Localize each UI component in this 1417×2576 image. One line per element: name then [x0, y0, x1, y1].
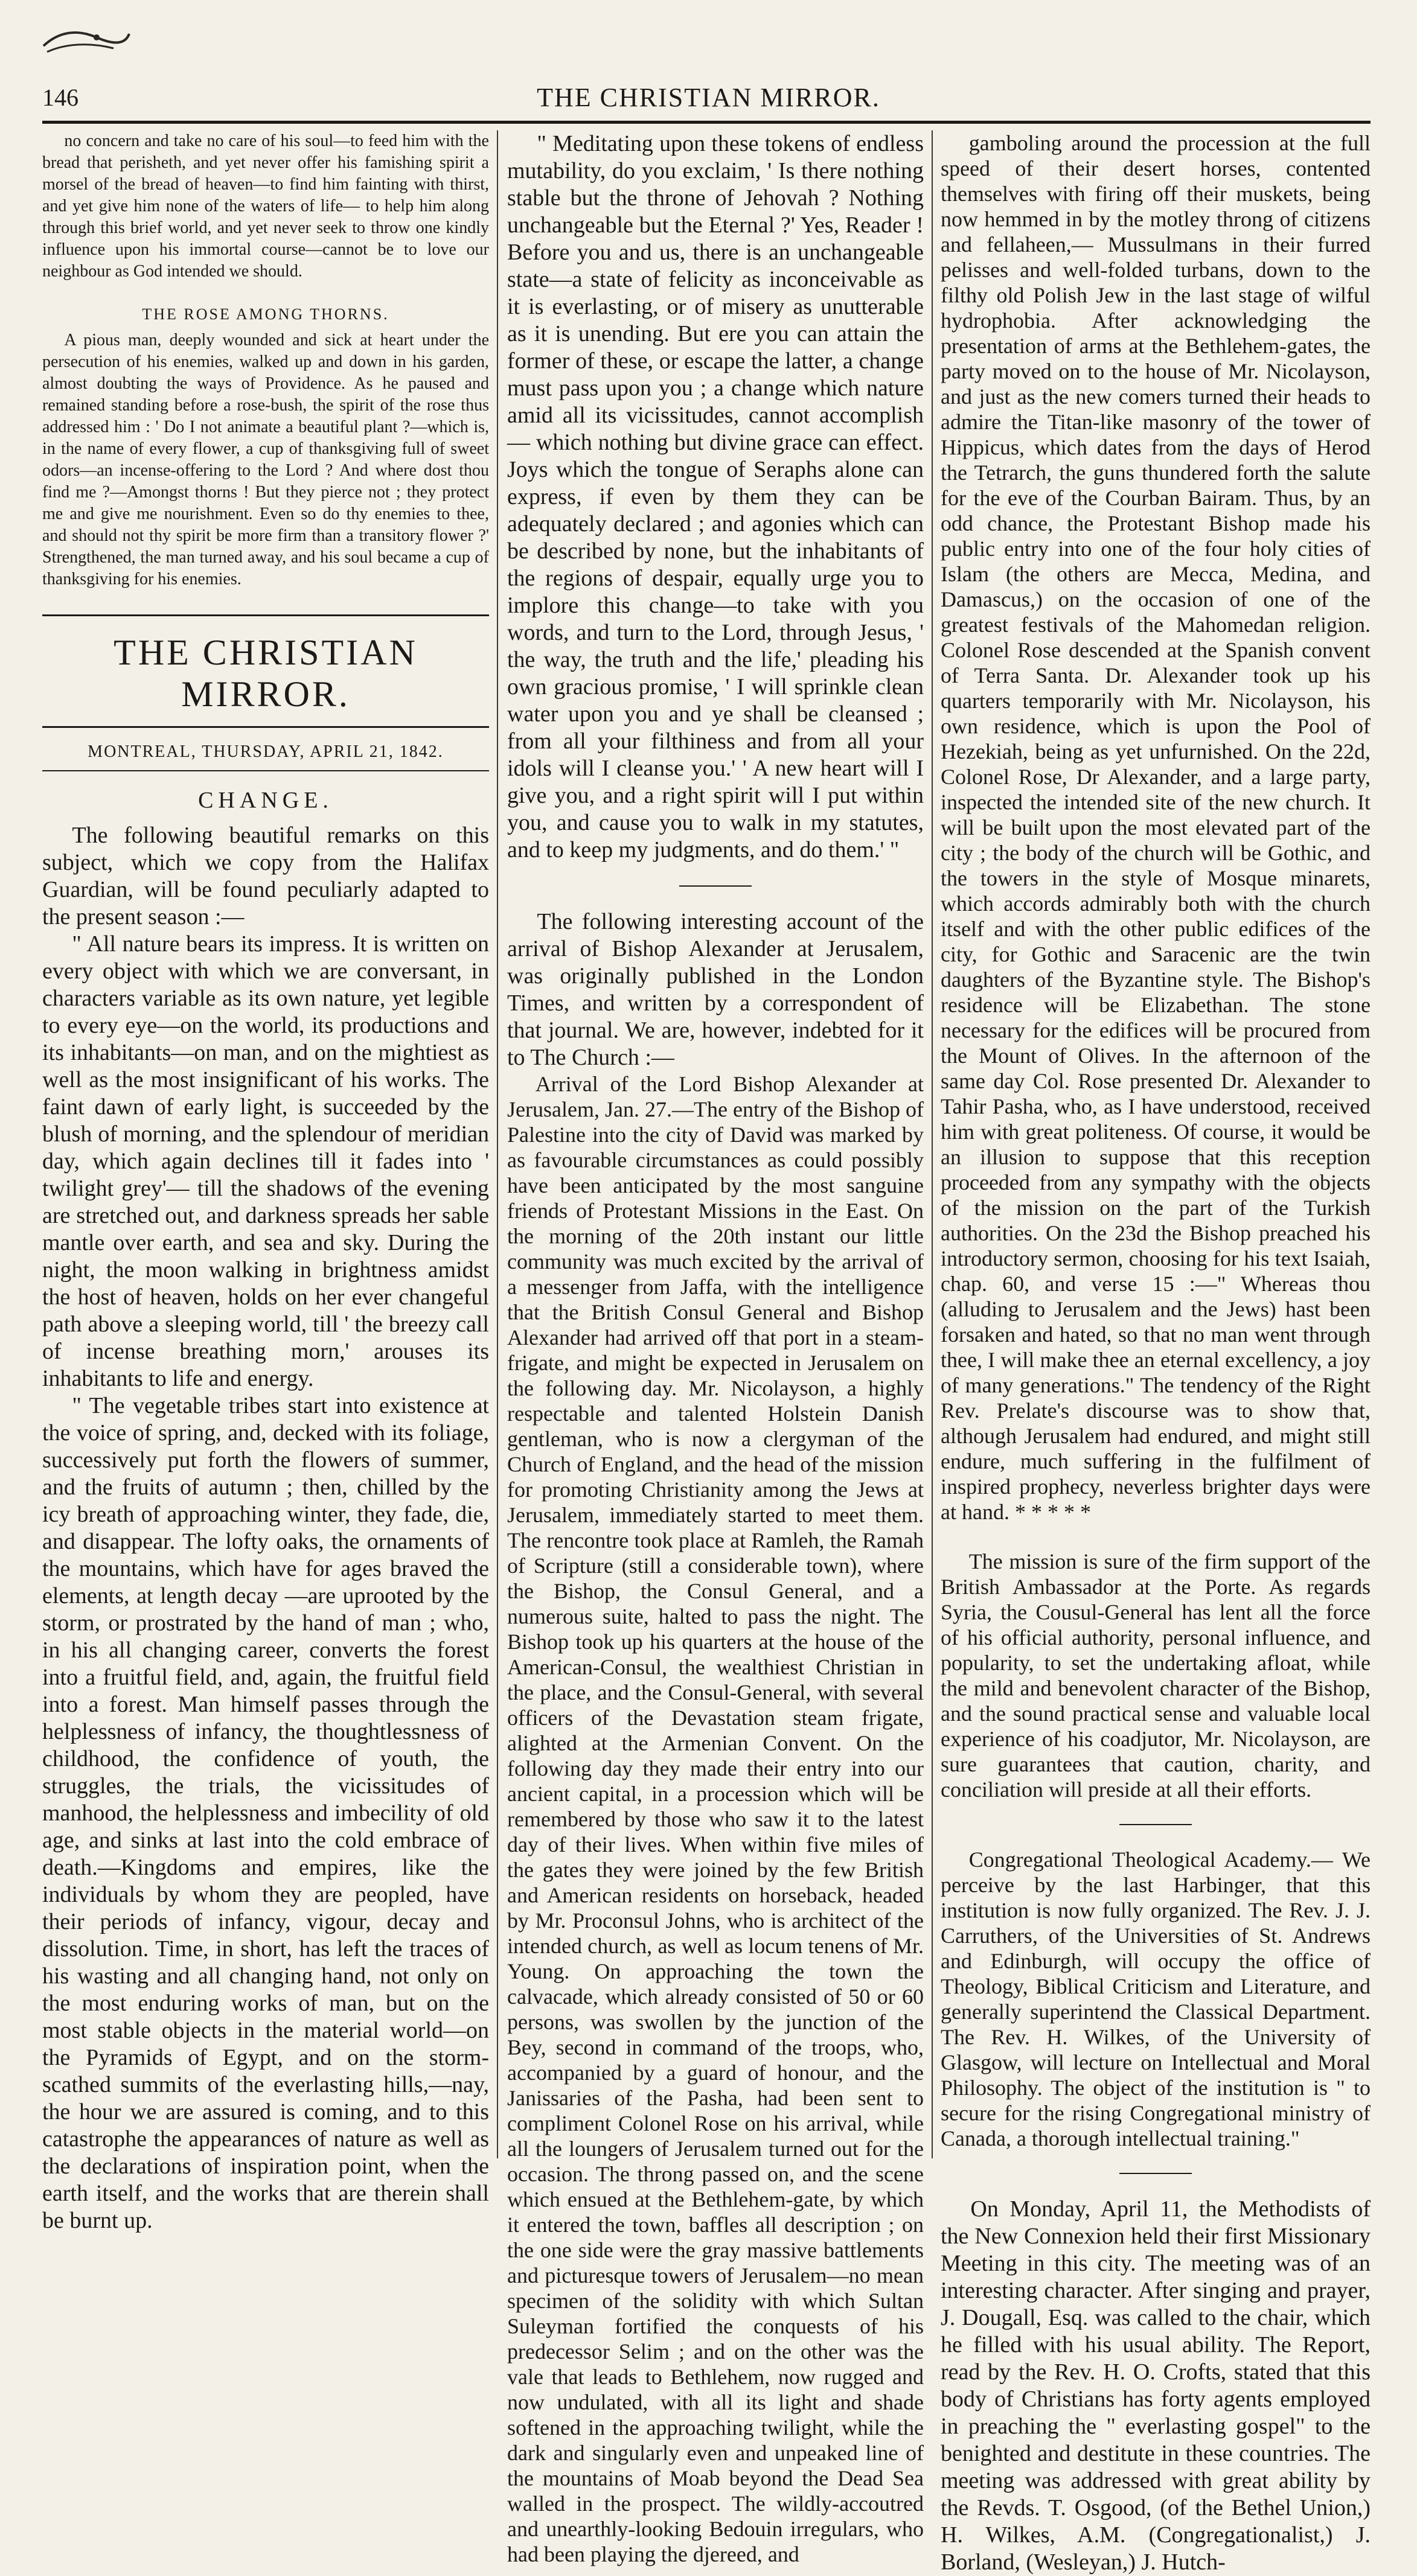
column-3	[941, 130, 1371, 2575]
change-heading: CHANGE.	[198, 788, 333, 813]
running-title: THE CHRISTIAN MIRROR.	[537, 83, 880, 112]
column-divider	[497, 130, 498, 2158]
meditation-paragraph: " Meditating upon these tokens of endless mutability, do you exclaim, ' Is there nothing stable but the throne of Jehovah ? Nothing unchangeable but the Eternal ?' Yes, Reader ! Before you and us, there is an unchangeable state—a state of felicity as inconceivable as it is everlasting, or of misery as unutterable as it is unending. But ere you can attain the former of these, or escape the latter, a change must pass upon you ; a change which nature amid all its vicissitudes, cannot accomplish— which nothing but divine grace can effect. Joys which the tongue of Seraphs alone can express, if even by them they can be adequately declared ; and agonies which can be described by none, but the inhabitants of the regions of despair, equally urge you to implore this change—to take with you words, and turn to the Lord, through Jesus, ' the way, the truth and the life,' pleading his own gracious promise, ' I will sprinkle clean water upon you and ye shall be cleansed ; from all your filthiness and from all your idols will I cleanse you.' ' A new heart will I give you, and a right spirit will I put within you, and cause you to walk in my statutes, and to keep my judgments, and do them.' "	[507, 131, 924, 862]
bishop-article: Arrival of the Lord Bishop Alexander at Jerusalem, Jan. 27.—The entry of the Bishop of Palestine into the city of David was marked by as favourable circumstances as could possibly have been anticipated by the most sanguine friends of Protestant Missions in the East. On the morning of the 20th instant our little community was much excited by the arrival of a messenger from Jaffa, with the intelligence that the British Consul General and Bishop Alexander had arrived off that port in a steam-frigate, and might be expected in Jerusalem on the following day. Mr. Nicolayson, a highly respectable and talented Holstein Danish gentleman, who is now a clergyman of the Church of England, and the head of the mission for promoting Christianity among the Jews at Jerusalem, immediately started to meet them. The rencontre took place at Ramleh, the Ramah of Scripture (still a considerable town), where the Bishop, the Consul General, and a numerous suite, halted to pass the night. The Bishop took up his quarters at the house of the American-Consul, the wealthiest Christian in the place, and the Consul-General, with several officers of the Devastation steam frigate, alighted at the Armenian Convent. On the following day they made their entry into our ancient capital, in a procession which will be remembered by those who saw it to the latest day of their lives. When within five miles of the gates they were joined by the few British and American residents on horseback, headed by Mr. Proconsul Johns, who is architect of the intended church, as well as locum tenens of Mr. Young. On approaching the town the calvacade, which already consisted of 50 or 60 persons, was swollen by the junction of the Bey, second in command of the troops, who, accompanied by a guard of honour, and the Janissaries of the Pasha, had been sent to compliment Colonel Rose on his arrival, while all the loungers of Jerusalem turned out for the occasion. The throng passed on, and the scene which ensued at the Bethlehem-gate, by which it entered the town, baffles all description ; on the one side were the gray massive battlements and picturesque towers of Jerusalem—no mean specimen of the solidity with which Sultan Suleyman fortified the conquests of his predecessor Selim ; and on the other was the vale that leads to Bethlehem, now rugged and now undulated, with all its light and shade softened in the approaching twilight, while the dark and singularly even and unpeaked line of the mountains of Moab beyond the Dead Sea walled in the prospect. The wildly-accoutred and unearthly-looking Bedouin irregulars, who had been playing the djereed, and	[507, 1072, 924, 2566]
section-rule	[1119, 2173, 1192, 2174]
mission-paragraph: The mission is sure of the firm support of the British Ambassador at the Porte. As regards Syria, the Cousul-General has lent all the force of his official authority, personal influence, and popularity, to set the undertaking afloat, while the mild and benevolent character of the Bishop, and the sound practical sense and valuable local experience of his coadjutor, Mr. Nicolayson, are sure guarantees that caution, charity, and conciliation will preside at all their efforts.	[941, 1549, 1371, 1802]
continued-paragraph: no concern and take no care of his soul—to feed him with the bread that perisheth, and yet never offer his famishing spirit a morsel of the bread of heaven—to find him fainting with thirst, and yet give him none of the waters of life— to help him along through this brief world, and yet never seek to throw one kindly influence upon his immortal course—cannot be to love our neighbour as God intended we should.	[42, 132, 489, 281]
bishop-intro: The following interesting account of the arrival of Bishop Alexander at Jerusalem, was originally published in the London Times, and written by a correspondent of that journal. We are, however, indebted for it to The Church :—	[507, 909, 924, 1070]
page-number: 146	[42, 84, 78, 111]
dateline: MONTREAL, THURSDAY, APRIL 21, 1842.	[88, 742, 444, 761]
masthead: THE CHRISTIAN MIRROR.	[42, 614, 489, 728]
rose-heading: THE ROSE AMONG THORNS.	[142, 305, 389, 323]
flourish-ornament-icon	[41, 25, 132, 59]
header-rule	[42, 121, 1371, 124]
change-paragraph-2: " The vegetable tribes start into existence at the voice of spring, and, decked with its foliage, successively put forth the flowers of summer, and the fruits of autumn ; then, chilled by the icy breath of approaching winter, they fade, die, and disappear. The lofty oaks, the ornaments of the mountains, which have for ages braved the elements, at length decay —are uprooted by the storm, or prostrated by the hand of man ; who, in his all changing career, converts the forest into a fruitful field, and, again, the fruitful field into a forest. Man himself passes through the helplessness of infancy, the thoughtlessness of childhood, the confidence of youth, the struggles, the trials, the vicissitudes of manhood, the helplessness and imbecility of old age, and sinks at last into the cold embrace of death.—Kingdoms and empires, like the individuals by whom they are peopled, have their periods of infancy, vigour, decay and dissolution. Time, in short, has left the traces of his wasting and all changing hand, not only on the most enduring works of man, but on the most stable objects in the material world—on the Pyramids of Egypt, and on the storm-scathed summits of the everlasting hills,—nay, the hour we are assured is coming, and to this catastrophe the appearances of nature as well as the declarations of inspiration point, when the earth itself, and the works that are therein shall be burnt up.	[42, 1393, 489, 2233]
methodist-paragraph: On Monday, April 11, the Methodists of the New Connexion held their first Missionary Meeting in this city. The meeting was of an interesting character. After singing and prayer, J. Dougall, Esq. was called to the chair, which he filled with his usual ability. The Report, read by the Rev. H. O. Crofts, stated that this body of Christians has forty agents employed in preaching the " everlasting gospel" to the benighted and destitute in these countries. The meeting was addressed with great ability by the Revds. T. Osgood, (of the Bethel Union,) H. Wilkes, A.M. (Congregationalist,) J. Borland, (Wesleyan,) J. Hutch-	[941, 2196, 1371, 2575]
change-paragraph-1: " All nature bears its impress. It is written on every object with which we are conversant, in characters variable as its own nature, yet legible to every eye—on the world, its productions and its inhabitants—on man, and on the mightiest as well as the most insignificant of his works. The faint dawn of early light, is succeeded by the blush of morning, and the splendour of meridian day, which again declines till it fades into ' twilight grey'— till the shadows of the evening are stretched out, and darkness spreads her sable mantle over earth, and sea and sky. During the night, the moon walking in brightness amidst the host of heaven, holds on her ever changeful path above a sleeping world, till ' the breezy call of incense breathing morn,' arouses its inhabitants to life and energy.	[42, 931, 489, 1391]
section-rule	[1119, 1824, 1192, 1825]
academy-paragraph: Congregational Theological Academy.— We perceive by the last Harbinger, that this institution is now fully organized. The Rev. J. J. Carruthers, of the Universities of St. Andrews and Edinburgh, will occupy the office of Theology, Biblical Criticism and Literature, and generally superintend the Classical Department. The Rev. H. Wilkes, of the University of Glasgow, will lecture on Intellectual and Moral Philosophy. The object of the institution is " to secure for the rising Congregational ministry of Canada, a thorough intellectual training."	[941, 1848, 1371, 2150]
section-rule	[679, 885, 752, 887]
change-intro: The following beautiful remarks on this subject, which we copy from the Halifax Guardian, will be found peculiarly adapted to the present season :—	[42, 823, 489, 929]
column-2	[507, 130, 924, 2566]
column-1	[42, 130, 489, 2233]
bishop-article-continued: gamboling around the procession at the full speed of their desert horses, contented themselves with firing off their muskets, being now hemmed in by the motley throng of citizens and fellaheen,— Mussulmans in their furred pelisses and well-folded turbans, down to the filthy old Polish Jew in the last stage of wilful hydrophobia. After acknowledging the presentation of arms at the Bethlehem-gates, the party moved on to the house of Mr. Nicolayson, and just as the new comers turned their heads to admire the Titan-like masonry of the tower of Hippicus, which dates from the days of Herod the Tetrarch, the guns thundered forth the salute for the eve of the Courban Bairam. Thus, by an odd chance, the Protestant Bishop made his public entry into one of the four holy cities of Islam (the others are Mecca, Medina, and Damascus,) on the occasion of one of the greatest festivals of the Mahomedan religion. Colonel Rose descended at the Spanish convent of Terra Santa. Dr. Alexander took up his quarters temporarily with Mr. Nicolayson, his own residence, which is upon the Pool of Hezekiah, being as yet unfurnished. On the 22d, Colonel Rose, Dr Alexander, and a large party, inspected the intended site of the new church. It will be built upon the most elevated part of the city ; the body of the church will be Gothic, and the towers in the style of Mosque minarets, which accords admirably both with the church itself and with the other public edifices of the city, for Gothic and Saracenic are the twin daughters of the Byzantine style. The Bishop's residence will be Elizabethan. The stone necessary for the edifices will be procured from the Mount of Olives. In the afternoon of the same day Col. Rose presented Dr. Alexander to Tahir Pasha, who, as I have understood, received him with great politeness. Of course, it would be an illusion to suppose that this reception proceeded from any sympathy with the objects of the mission on the part of the Turkish authorities. On the 23d the Bishop preached his introductory sermon, choosing for his text Isaiah, chap. 60, and verse 15 :—" Whereas thou (alluding to Jerusalem and the Jews) hast been forsaken and hated, so that no man went through thee, I will make thee an eternal excellency, a joy of many generations." The tendency of the Right Rev. Prelate's discourse was to show that, although Jerusalem had endured, and might still endure, much suffering in the fulfilment of inspired prophecy, neverless brighter days were at hand. * * * * *	[941, 131, 1371, 1524]
column-divider	[932, 130, 933, 2158]
dateline-rule	[42, 770, 489, 771]
rose-paragraph: A pious man, deeply wounded and sick at heart under the persecution of his enemies, walked up and down in his garden, almost doubting the ways of Providence. As he paused and remained standing before a rose-bush, the spirit of the rose thus addressed him : ' Do I not animate a beautiful plant ?—which is, in the name of every flower, a cup of thanksgiving full of sweet odors—an incense-offering to the Lord ? And where dost thou find me ?—Amongst thorns ! But they pierce not ; they protect me and give me nourishment. Even so do thy enemies to thee, and should not thy spirit be more firm than a transitory flower ?' Strengthened, the man turned away, and his soul became a cup of thanksgiving for his enemies.	[42, 331, 489, 588]
